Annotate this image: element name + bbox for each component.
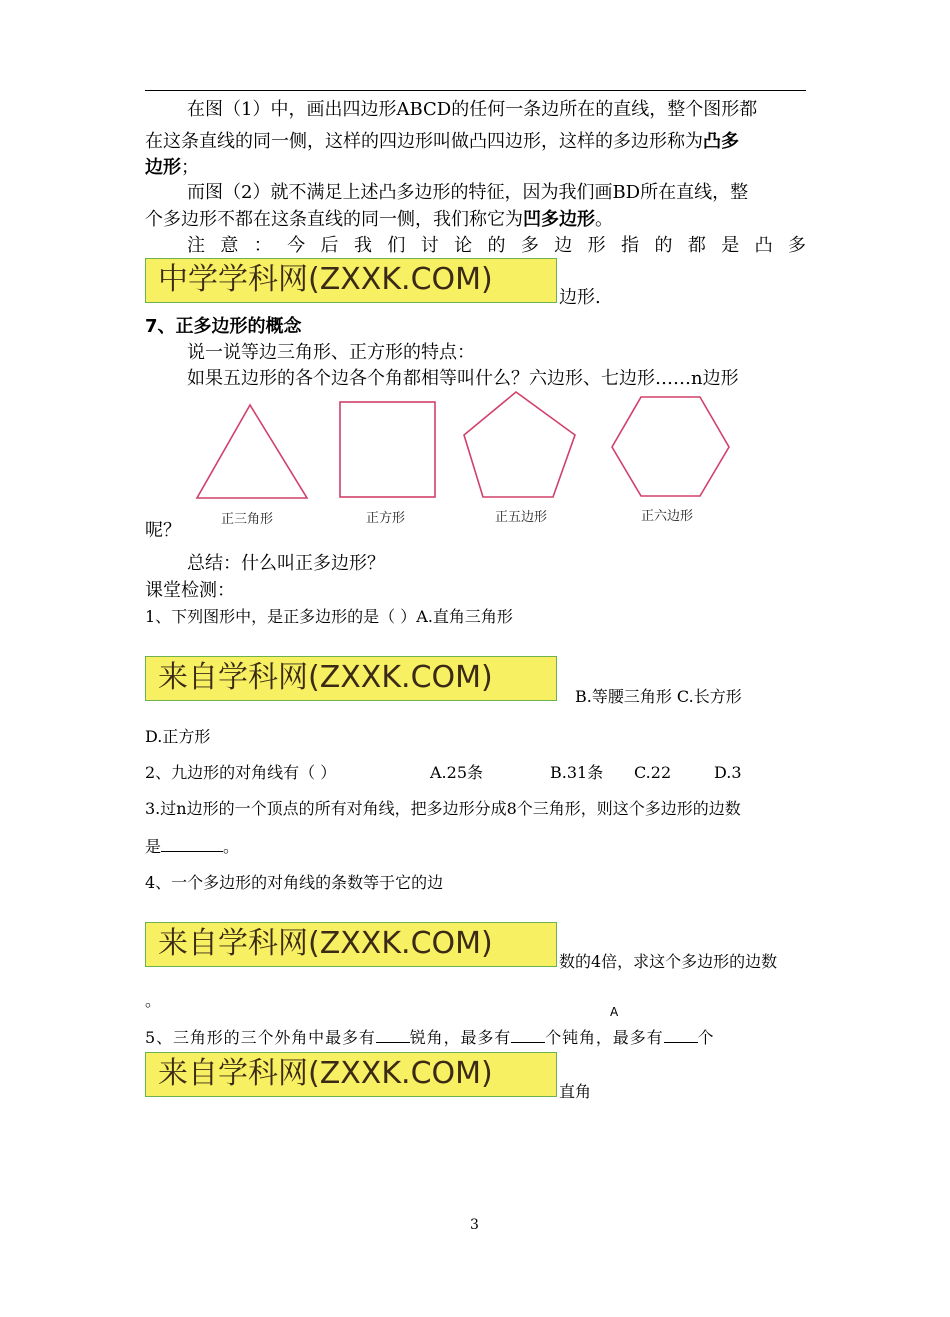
watermark-banner: 来自学科网(ZXXK.COM) <box>145 922 557 967</box>
label-square: 正方形 <box>366 511 406 526</box>
p2-line2-end: 。 <box>595 209 613 230</box>
square-shape <box>340 402 435 497</box>
q4-line3: 。 <box>145 991 162 1010</box>
page-number: 3 <box>470 1217 479 1233</box>
q5-text-4: 个 <box>697 1028 715 1047</box>
q4-line1: 4、一个多边形的对角线的条数等于它的边 <box>145 873 444 892</box>
q2-option-c: C.22 <box>634 763 672 782</box>
summary-line: 总结：什么叫正多边形？ <box>187 553 385 574</box>
label-hexagon: 正六边形 <box>641 509 694 524</box>
section7-heading: 7、正多边形的概念 <box>145 316 302 337</box>
header-rule <box>145 90 806 91</box>
q4-line2: 数的4倍，求这个多边形的边数 <box>559 952 778 971</box>
q2-stem: 2、九边形的对角线有（ ） <box>145 763 337 782</box>
label-triangle: 正三角形 <box>221 512 274 527</box>
watermark-banner: 中学学科网(ZXXK.COM) <box>145 258 557 303</box>
section7-line1: 说一说等边三角形、正方形的特点： <box>187 342 475 363</box>
q1-option-d: D.正方形 <box>145 727 211 746</box>
q5-text-1: 5、三角形的三个外角中最多有 <box>145 1028 376 1047</box>
convex-polygon-term: 凸多 <box>703 131 739 152</box>
equilateral-triangle-shape <box>197 405 307 498</box>
q5-blank-3 <box>664 1042 698 1043</box>
p1-line2 <box>145 129 739 155</box>
check-title: 课堂检测： <box>145 580 235 601</box>
q3-line2-end: 。 <box>223 837 240 856</box>
q5-line1 <box>145 1027 714 1049</box>
p1-line3 <box>145 155 199 181</box>
section7-line2: 如果五边形的各个边各个角都相等叫什么？六边形、七边形……n边形 <box>187 368 739 389</box>
note-line2: 边形. <box>559 287 601 308</box>
q3-line2-text: 是 <box>145 837 162 856</box>
q5-line2: 直角 <box>559 1082 592 1101</box>
q2-option-a: A.25条 <box>430 763 484 782</box>
regular-hexagon-shape <box>612 397 729 496</box>
concave-polygon-term: 凹多边形 <box>523 209 595 230</box>
stray-letter-a: A <box>610 1005 619 1019</box>
q5-text-3: 个钝角，最多有 <box>545 1028 664 1047</box>
q2-option-d: D.3 <box>714 763 742 782</box>
section7-line3: 呢？ <box>145 520 181 541</box>
p2-line2-text: 个多边形不都在这条直线的同一侧，我们称它为 <box>145 209 523 230</box>
convex-polygon-term-cont: 边形 <box>145 157 181 178</box>
q5-text-2: 锐角，最多有 <box>409 1028 512 1047</box>
p2-line1: 而图（2）就不满足上述凸多边形的特征，因为我们画BD所在直线，整 <box>187 182 749 203</box>
q1-options-bc: B.等腰三角形 C.长方形 <box>575 687 742 706</box>
q3-line2 <box>145 836 239 858</box>
q5-blank-2 <box>511 1042 545 1043</box>
p1-line2-text: 在这条直线的同一侧，这样的四边形叫做凸四边形，这样的多边形称为 <box>145 131 703 152</box>
q3-line1: 3.过n边形的一个顶点的所有对角线，把多边形分成8个三角形，则这个多边形的边数 <box>145 799 741 818</box>
q1-line1: 1、下列图形中，是正多边形的是（ ）A.直角三角形 <box>145 607 513 626</box>
regular-polygons-figure <box>185 385 745 530</box>
p1-line3-text: ； <box>181 157 199 178</box>
p1-line1: 在图（1）中，画出四边形ABCD的任何一条边所在的直线，整个图形都 <box>187 99 758 120</box>
note-line1: 注意：今后我们讨论的多边形指的都是凸多 <box>187 235 806 256</box>
watermark-banner: 来自学科网(ZXXK.COM) <box>145 1052 557 1097</box>
label-pentagon: 正五边形 <box>495 510 548 525</box>
p2-line2 <box>145 207 613 233</box>
regular-pentagon-shape <box>464 392 575 497</box>
watermark-banner: 来自学科网(ZXXK.COM) <box>145 656 557 701</box>
q3-blank <box>161 851 223 852</box>
q2-option-b: B.31条 <box>550 763 604 782</box>
q5-blank-1 <box>376 1042 410 1043</box>
